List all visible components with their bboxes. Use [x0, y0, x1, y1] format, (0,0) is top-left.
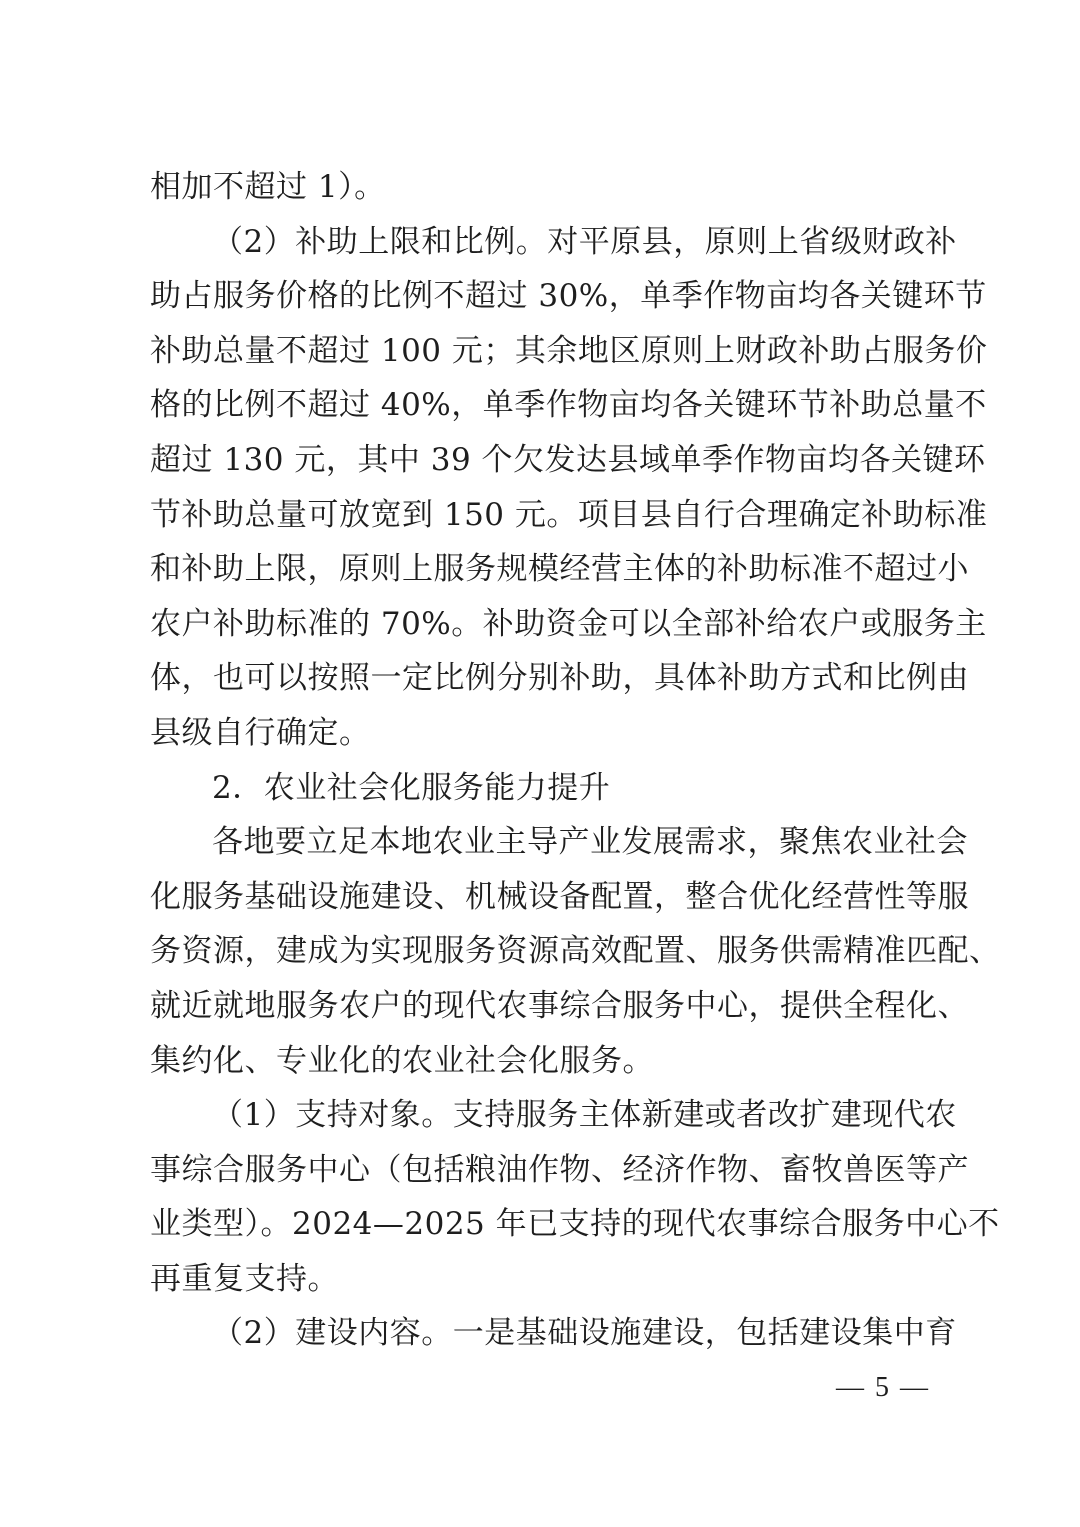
document-body: [150, 160, 1001, 1361]
text-line: （1）支持对象。支持服务主体新建或者改扩建现代农: [212, 1097, 957, 1134]
section-heading: 2．农业社会化服务能力提升: [212, 769, 611, 806]
text-line: 各地要立足本地农业主导产业发展需求，聚焦农业社会: [212, 824, 968, 861]
text-line: 化服务基础设施建设、机械设备配置，整合优化经营性等服: [150, 878, 969, 915]
text-line: 超过 130 元，其中 39 个欠发达县域单季作物亩均各关键环: [150, 441, 986, 478]
text-line: 业类型）。2024—2025 年已支持的现代农事综合服务中心不: [150, 1206, 1000, 1243]
text-line: 事综合服务中心（包括粮油作物、经济作物、畜牧兽医等产: [150, 1151, 969, 1188]
text-line: （2）建设内容。一是基础设施建设，包括建设集中育: [212, 1315, 957, 1352]
text-line: （2）补助上限和比例。对平原县，原则上省级财政补: [212, 223, 957, 260]
text-line: 相加不超过 1）。: [150, 169, 386, 205]
text-line: 农户补助标准的 70%。补助资金可以全部补给农户或服务主: [150, 605, 987, 642]
text-line: 补助总量不超过 100 元；其余地区原则上财政补助占服务价: [150, 332, 988, 369]
page-number: — 5 —: [836, 1372, 930, 1403]
text-line: 再重复支持。: [150, 1260, 339, 1297]
text-line: 格的比例不超过 40%，单季作物亩均各关键环节补助总量不: [150, 387, 987, 424]
text-line: 和补助上限，原则上服务规模经营主体的补助标准不超过小: [150, 551, 969, 588]
text-line: 县级自行确定。: [150, 714, 371, 751]
text-line: 节补助总量可放宽到 150 元。项目县自行合理确定补助标准: [150, 496, 988, 533]
text-line: 务资源，建成为实现服务资源高效配置、服务供需精准匹配、: [150, 933, 1001, 970]
text-line: 就近就地服务农户的现代农事综合服务中心，提供全程化、: [150, 987, 969, 1024]
text-line: 集约化、专业化的农业社会化服务。: [150, 1042, 654, 1079]
text-line: 助占服务价格的比例不超过 30%，单季作物亩均各关键环节: [150, 278, 987, 315]
text-line: 体，也可以按照一定比例分别补助，具体补助方式和比例由: [150, 660, 969, 697]
